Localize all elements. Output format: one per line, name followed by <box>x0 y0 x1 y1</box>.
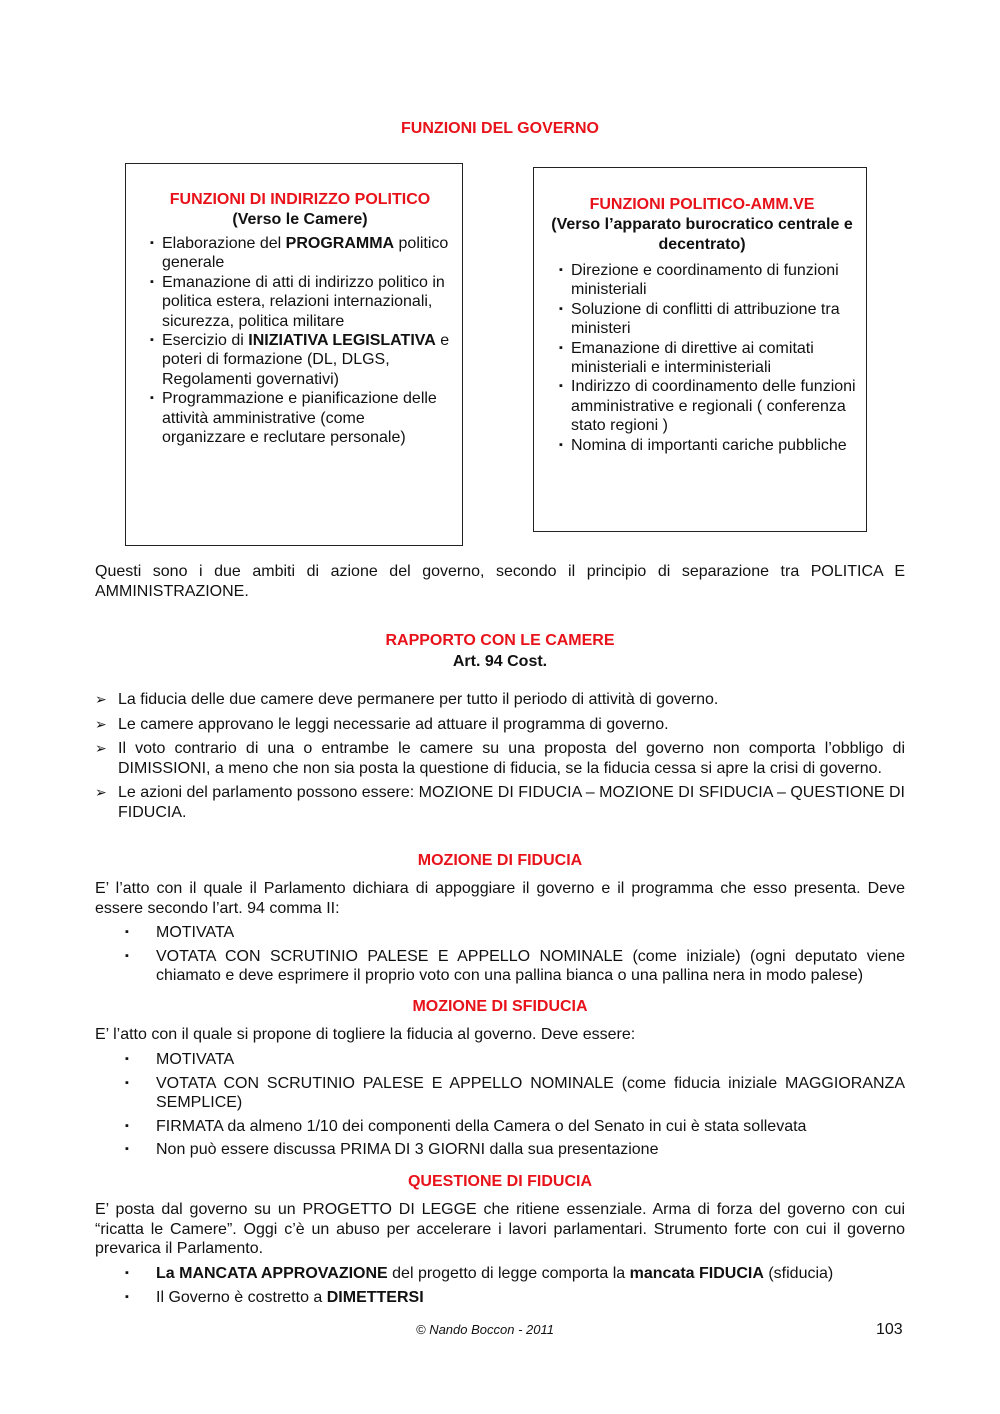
box-right-list <box>547 261 857 455</box>
list-item: ▪ Emanazione di atti di indirizzo politico in politica estera, relazioni internazionali, sicurezza, politica militare <box>150 273 450 331</box>
list-item: ➢ Il voto contrario di una o entrambe le camere su una proposta del governo non comporta l’obbligo di DIMISSIONI, a meno che non sia posta la questione di fiducia, se la fiducia cessa si apre la crisi di governo. <box>95 739 905 778</box>
footer-copyright: © Nando Boccon - 2011 <box>416 1322 554 1337</box>
page-title: FUNZIONI DEL GOVERNO <box>401 120 599 137</box>
questione-fiducia-list <box>125 1264 905 1311</box>
box-right-subtitle: (Verso l’apparato burocratico centrale e decentrato) <box>551 216 853 253</box>
mozione-fiducia-list <box>125 923 905 990</box>
mozione-sfiducia-text: E’ l’atto con il quale si propone di togliere la fiducia al governo. Deve essere: <box>95 1026 636 1043</box>
list-item: ▪ Emanazione di direttive ai comitati ministeriali e interministeriali <box>559 339 857 378</box>
list-item: ▪ Direzione e coordinamento di funzioni ministeriali <box>559 261 857 300</box>
list-item: ➢ Le camere approvano le leggi necessarie ad attuare il programma di governo. <box>95 715 905 735</box>
list-item: ➢ La fiducia delle due camere deve permanere per tutto il periodo di attività di governo. <box>95 690 905 710</box>
box-left-title: FUNZIONI DI INDIRIZZO POLITICO <box>169 191 431 208</box>
questione-fiducia-title: QUESTIONE DI FIDUCIA <box>407 1173 592 1190</box>
list-item: ▪ VOTATA CON SCRUTINIO PALESE E APPELLO NOMINALE (come fiducia iniziale MAGGIORANZA SEMPLICE) <box>125 1074 905 1113</box>
mozione-fiducia-text: E’ l’atto con il quale il Parlamento dichiara di appoggiare il governo e il programma che esso presenta. Deve essere secondo l’art. 94 comma II: <box>95 880 905 917</box>
box-left-list <box>150 234 450 447</box>
list-item: ▪ Il Governo è costretto a DIMETTERSI <box>125 1288 905 1308</box>
page-number: 103 <box>876 1321 903 1338</box>
intro-paragraph: Questi sono i due ambiti di azione del governo, secondo il principio di separazione tra POLITICA E AMMINISTRAZIONE. <box>95 563 905 600</box>
list-item: ▪ La MANCATA APPROVAZIONE del progetto di legge comporta la mancata FIDUCIA (sfiducia) <box>125 1264 905 1284</box>
list-item: ▪ Esercizio di INIZIATIVA LEGISLATIVA e poteri di formazione (DL, DLGS, Regolamenti governativi) <box>150 331 450 389</box>
box-indirizzo-politico <box>125 163 463 546</box>
mozione-sfiducia-list <box>125 1050 905 1164</box>
list-item: ▪ Nomina di importanti cariche pubbliche <box>559 436 857 455</box>
rapporto-title: RAPPORTO CON LE CAMERE <box>385 632 615 649</box>
list-item: ▪ FIRMATA da almeno 1/10 dei componenti della Camera o del Senato in cui è stata sollevata <box>125 1117 905 1137</box>
list-item: ▪ Elaborazione del PROGRAMMA politico generale <box>150 234 450 273</box>
list-item: ▪ VOTATA CON SCRUTINIO PALESE E APPELLO NOMINALE (come iniziale) (ogni deputato viene chiamato e deve esprimere il proprio voto con una pallina bianca o una pallina nera in modo palese) <box>125 947 905 986</box>
mozione-fiducia-title: MOZIONE DI FIDUCIA <box>417 852 583 869</box>
list-item: ▪ MOTIVATA <box>125 1050 905 1070</box>
list-item: ➢ Le azioni del parlamento possono essere: MOZIONE DI FIDUCIA – MOZIONE DI SFIDUCIA – QUESTIONE DI FIDUCIA. <box>95 783 905 822</box>
list-item: ▪ MOTIVATA <box>125 923 905 943</box>
list-item: ▪ Non può essere discussa PRIMA DI 3 GIORNI dalla sua presentazione <box>125 1140 905 1160</box>
list-item: ▪ Indirizzo di coordinamento delle funzioni amministrative e regionali ( conferenza stato regioni ) <box>559 377 857 435</box>
rapporto-list <box>95 690 905 827</box>
box-left-subtitle: (Verso le Camere) <box>232 211 368 228</box>
questione-fiducia-text: E’ posta dal governo su un PROGETTO DI LEGGE che ritiene essenziale. Arma di forza del governo con cui “ricatta le Camere”. Oggi c’è un abuso per accelerare i lavori parlamentari. Strumento forte con cui il governo prevarica il Parlamento. <box>95 1201 905 1257</box>
box-right-title: FUNZIONI POLITICO-AMM.VE <box>589 196 815 213</box>
list-item: ▪ Programmazione e pianificazione delle attività amministrative (come organizzare e reclutare personale) <box>150 389 450 447</box>
mozione-sfiducia-title: MOZIONE DI SFIDUCIA <box>412 998 588 1015</box>
list-item: ▪ Soluzione di conflitti di attribuzione tra ministeri <box>559 300 857 339</box>
rapporto-subtitle: Art. 94 Cost. <box>452 653 548 670</box>
box-politico-amministrative <box>533 167 867 532</box>
